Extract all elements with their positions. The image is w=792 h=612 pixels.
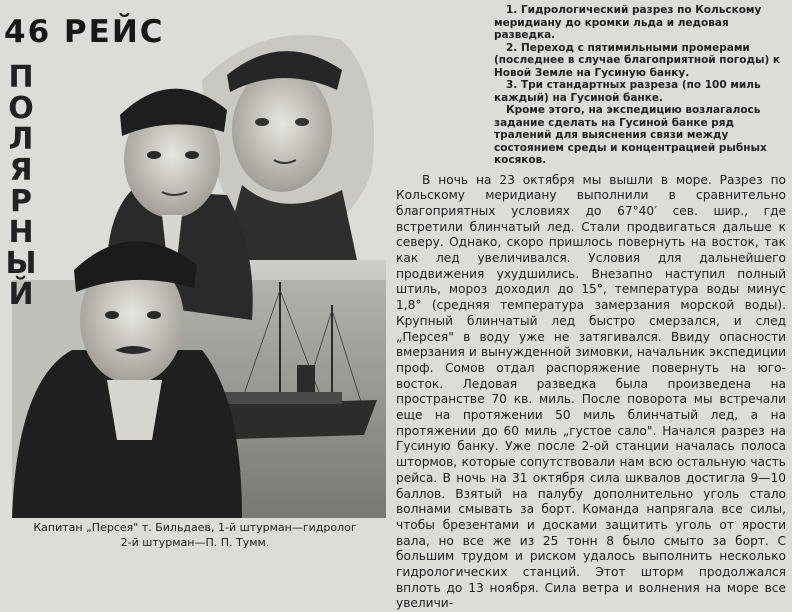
vertical-letter: Н: [2, 217, 40, 248]
vertical-letter: Й: [2, 279, 40, 310]
vertical-letter: Р: [2, 186, 40, 217]
photo-collage-svg: [12, 20, 386, 518]
body-paragraph: В ночь на 23 октября мы вышли в море. Разрез по Кольскому меридиану выполнили в сравнительно благоприятных условиях до 67°40′ сев. шир., где встретили блинчатый лед. Стали продвигаться дальше к северу. Однако, скоро пришлось повернуть на восток, так как лед увеличивался. Условия для дальнейшего продвижения ухудшились. Внезапно наступил полный штиль, мороз доходил до 15°, температура воды минус 1,8° (средняя температура замерзания морской воды). Крупный блинчатый лед быстро смерзался, и след „Персея" в воду уже не затягивался. Ввиду опасности вмерзания и вынужденной зимовки, начальник экспедиции проф. Сомов отдал распоряжение повернуть на юго-восток. Ледовая разведка была произведена на пространстве 70 кв. миль. После поворота мы встречали еще на протяжении 50 миль блинчатый лед, а на протяжении до 60 миль „густое сало". Начался разрез на Гусиную банку. Уже после 2-ой станции началась полоса штормов, которые сопутствовали нам всю остальную часть рейса. В ночь на 31 октября сила шквалов достигла 9—10 баллов. Взятый на палубу дополнительно уголь стало волнами смывать за борт. Команда напрягала все силы, чтобы брезентами и досками защитить уголь от ярости вала, но все же из 25 тонн 8 было смыто за борт. С большим трудом и риском удалось выполнить несколько гидрологических станций. Этот шторм продолжался вплоть до 13 ноября. Сила ветра и волнения на море все увеличи-: [396, 173, 786, 612]
article-column: [396, 4, 786, 612]
task-item: 2. Переход с пятимильными промерами (последнее в случае благоприятной погоды) к Новой Земле на Гусиную банку.: [494, 42, 786, 80]
vertical-letter: Л: [2, 124, 40, 155]
photo-collage: [12, 20, 386, 518]
vertical-letter: О: [2, 93, 40, 124]
vertical-letter: П: [2, 62, 40, 93]
task-item: 1. Гидрологический разрез по Кольскому меридиану до кромки льда и ледовая разведка.: [494, 4, 786, 42]
task-list: [494, 4, 786, 167]
task-item: Кроме этого, на экспедицию возлагалось задание сделать на Гусиной банке ряд тралений для выяснения связи между состоянием среды и концентрацией рыбных косяков.: [494, 104, 786, 167]
vertical-letter: Ы: [2, 248, 40, 279]
vertical-title: [2, 62, 40, 310]
caption-line-2: 2-й штурман—П. П. Тумм.: [10, 535, 380, 550]
task-item: 3. Три стандартных разреза (по 100 миль каждый) на Гусиной банке.: [494, 79, 786, 104]
vertical-letter: Я: [2, 155, 40, 186]
caption-line-1: Капитан „Персея" т. Бильдаев, 1-й штурман—гидролог: [10, 520, 380, 535]
article-body: [396, 173, 786, 612]
issue-number: 46 РЕЙС: [4, 14, 165, 50]
photo-caption: [10, 520, 380, 550]
